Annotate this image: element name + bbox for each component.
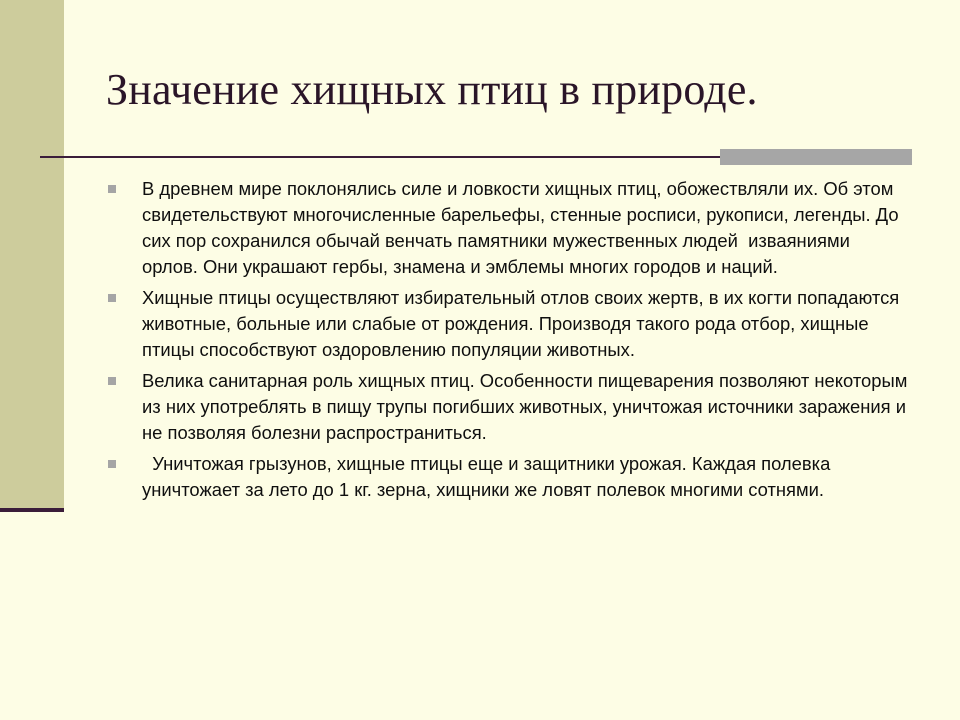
side-accent-bar (0, 0, 64, 512)
side-accent-line (0, 508, 64, 512)
bullet-text: В древнем мире поклонялись силе и ловкости хищных птиц, обожествляли их. Об этом свидетельствуют многочисленные барельефы, стенные росписи, рукописи, легенды. До сих пор сохранился обычай венчать памятники мужественных людей изваяниями орлов. Они украшают гербы, знамена и эмблемы многих городов и наций. (142, 178, 904, 277)
square-bullet-icon (108, 294, 116, 302)
bullet-text: Хищные птицы осуществляют избирательный отлов своих жертв, в их когти попадаются животные, больные или слабые от рождения. Производя такого рода отбор, хищные птицы способствуют оздоровлению популяции животных. (142, 287, 905, 360)
title-accent-bar (720, 149, 912, 165)
bullet-text: Велика санитарная роль хищных птиц. Особенности пищеварения позволяют некоторым из них употреблять в пищу трупы погибших животных, уничтожая источники заражения и не позволяя болезни распространиться. (142, 370, 913, 443)
square-bullet-icon (108, 377, 116, 385)
bullet-item (104, 451, 910, 503)
slide-title: Значение хищных птиц в природе. (106, 65, 758, 114)
bullet-text: Уничтожая грызунов, хищные птицы еще и защитники урожая. Каждая полевка уничтожает за лето до 1 кг. зерна, хищники же ловят полевок многими сотнями. (142, 453, 836, 500)
bullet-list (104, 176, 913, 508)
bullet-item (104, 368, 913, 446)
bullet-item (104, 285, 910, 363)
bullet-item (104, 176, 910, 280)
square-bullet-icon (108, 460, 116, 468)
square-bullet-icon (108, 185, 116, 193)
